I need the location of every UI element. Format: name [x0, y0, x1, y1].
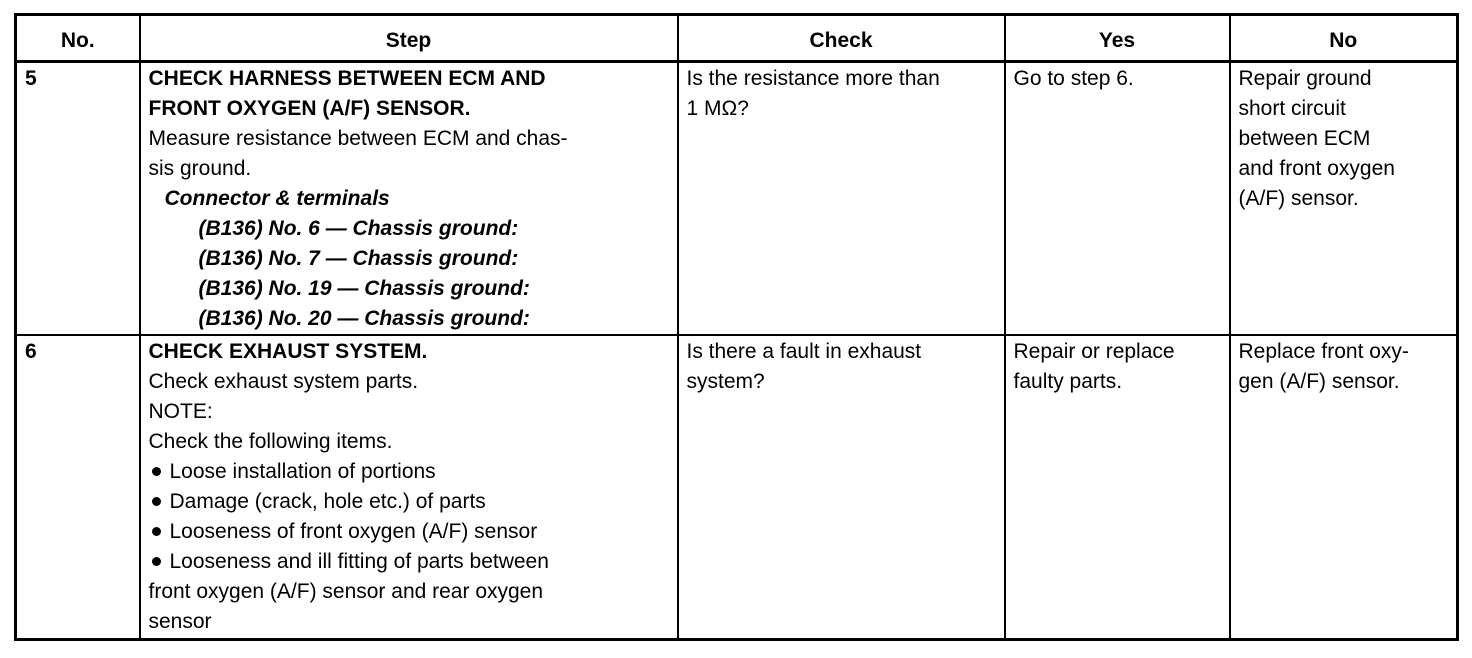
check-text-cont: system?: [686, 370, 765, 394]
check-cell: [678, 62, 1005, 336]
step-title: CHECK EXHAUST SYSTEM.: [148, 340, 428, 364]
bullet-icon: [152, 557, 161, 566]
bullet-item: [149, 517, 669, 547]
yes-text-cont: faulty parts.: [1013, 370, 1123, 394]
bullet-text: Damage (crack, hole etc.) of parts: [169, 490, 486, 514]
step-cell: [140, 335, 678, 639]
header-no: No.: [16, 15, 140, 62]
terminal-item: (B136) No. 7 — Chassis ground:: [198, 247, 519, 270]
note-label: NOTE:: [148, 400, 213, 424]
no-cell: [1230, 335, 1458, 639]
bullet-text: Looseness of front oxygen (A/F) sensor: [169, 520, 538, 544]
terminal-item: (B136) No. 20 — Chassis ground:: [198, 307, 530, 330]
no-text: Replace front oxy-: [1238, 340, 1409, 364]
bullet-item: [149, 457, 669, 487]
bullet-text: Loose installation of portions: [169, 460, 436, 484]
no-text: between ECM: [1238, 127, 1371, 150]
table-header-row: [16, 15, 1458, 62]
step-description: Check exhaust system parts.: [148, 370, 419, 394]
bullet-text-cont: sensor: [148, 610, 212, 634]
no-text: (A/F) sensor.: [1238, 187, 1359, 210]
no-text: Repair ground: [1238, 67, 1372, 90]
bullet-icon: [152, 467, 161, 476]
bullet-item: [149, 547, 669, 577]
note-text: Check the following items.: [148, 430, 393, 454]
terminal-item: (B136) No. 6 — Chassis ground:: [198, 217, 519, 240]
diagnostic-table: [14, 13, 1459, 641]
no-text: and front oxygen: [1238, 157, 1395, 180]
step-title: CHECK HARNESS BETWEEN ECM AND: [148, 67, 546, 90]
step-cell: [140, 62, 678, 336]
step-number: 5: [16, 62, 140, 336]
table-row-step-6: [16, 335, 1458, 639]
yes-text: Go to step 6.: [1013, 67, 1134, 90]
no-text-cont: gen (A/F) sensor.: [1238, 370, 1400, 394]
header-step: Step: [140, 15, 678, 62]
header-check: Check: [678, 15, 1005, 62]
bullet-text-cont: front oxygen (A/F) sensor and rear oxygen: [148, 580, 544, 604]
bullet-icon: [152, 527, 161, 536]
yes-cell: [1005, 335, 1230, 639]
step-number: 6: [16, 335, 140, 639]
bullet-icon: [152, 497, 161, 506]
check-text: Is there a fault in exhaust: [686, 340, 922, 364]
step-description: Measure resistance between ECM and chas-: [148, 127, 568, 150]
connector-label: Connector & terminals: [164, 187, 390, 210]
check-text: Is the resistance more than: [686, 67, 940, 90]
terminal-item: (B136) No. 19 — Chassis ground:: [198, 277, 530, 300]
yes-text: Repair or replace: [1013, 340, 1175, 364]
step-title-cont: FRONT OXYGEN (A/F) SENSOR.: [148, 97, 471, 120]
no-text: short circuit: [1238, 97, 1346, 120]
table-row-step-5: [16, 62, 1458, 336]
bullet-text: Looseness and ill fitting of parts between: [169, 550, 549, 574]
step-description-cont: sis ground.: [148, 157, 252, 180]
check-text-cont: 1 MΩ?: [686, 97, 749, 120]
no-cell: [1230, 62, 1458, 336]
check-cell: [678, 335, 1005, 639]
header-yes: Yes: [1005, 15, 1230, 62]
yes-cell: [1005, 62, 1230, 336]
header-no-result: No: [1230, 15, 1458, 62]
bullet-item: [149, 487, 669, 517]
